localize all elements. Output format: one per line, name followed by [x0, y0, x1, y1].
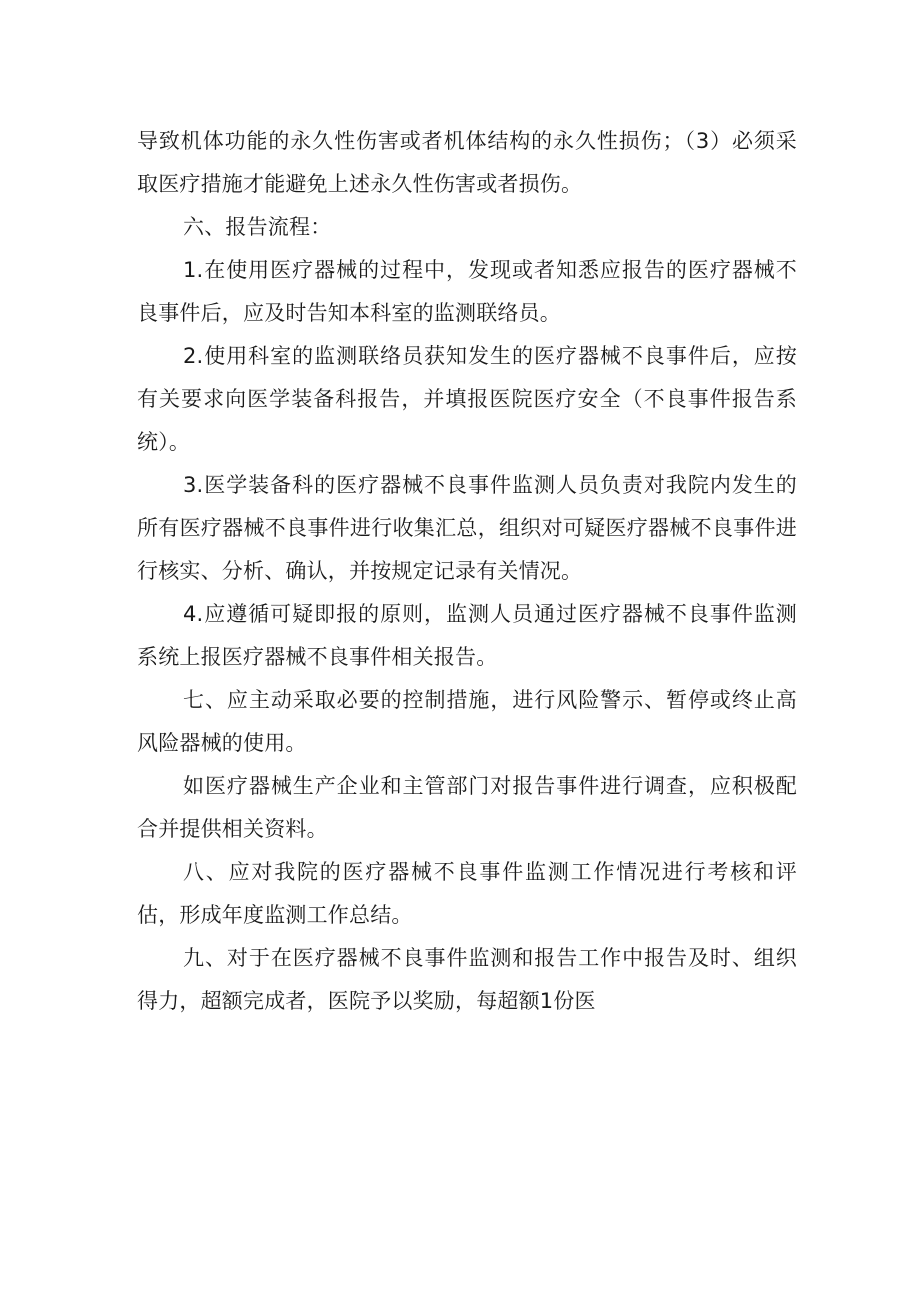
- paragraph-item-4: 4.应遵循可疑即报的原则，监测人员通过医疗器械不良事件监测系统上报医疗器械不良事件相关报告。: [137, 602, 797, 669]
- paragraph-item-2: 2.使用科室的监测联络员获知发生的医疗器械不良事件后，应按有关要求向医学装备科报告，并填报医院医疗安全（不良事件报告系统）。: [137, 344, 797, 454]
- paragraph-item-1: 1.在使用医疗器械的过程中，发现或者知悉应报告的医疗器械不良事件后，应及时告知本科室的监测联络员。: [137, 258, 797, 325]
- paragraph-continuation: 导致机体功能的永久性伤害或者机体结构的永久性损伤；（3）必须采取医疗措施才能避免上述永久性伤害或者损伤。: [137, 129, 797, 196]
- section-nine: 九、对于在医疗器械不良事件监测和报告工作中报告及时、组织得力，超额完成者，医院予以奖励，每超额1份医: [137, 946, 797, 1013]
- section-seven: 七、应主动采取必要的控制措施，进行风险警示、暂停或终止高风险器械的使用。: [137, 688, 797, 755]
- section-eight: 八、应对我院的医疗器械不良事件监测工作情况进行考核和评估，形成年度监测工作总结。: [137, 860, 797, 927]
- section-heading-reporting-process: 六、报告流程：: [183, 215, 332, 239]
- paragraph-item-3: 3.医学装备科的医疗器械不良事件监测人员负责对我院内发生的所有医疗器械不良事件进行收集汇总，组织对可疑医疗器械不良事件进行核实、分析、确认，并按规定记录有关情况。: [137, 473, 797, 583]
- paragraph-cooperation: 如医疗器械生产企业和主管部门对报告事件进行调查，应积极配合并提供相关资料。: [137, 774, 797, 841]
- document-body: [137, 120, 797, 1023]
